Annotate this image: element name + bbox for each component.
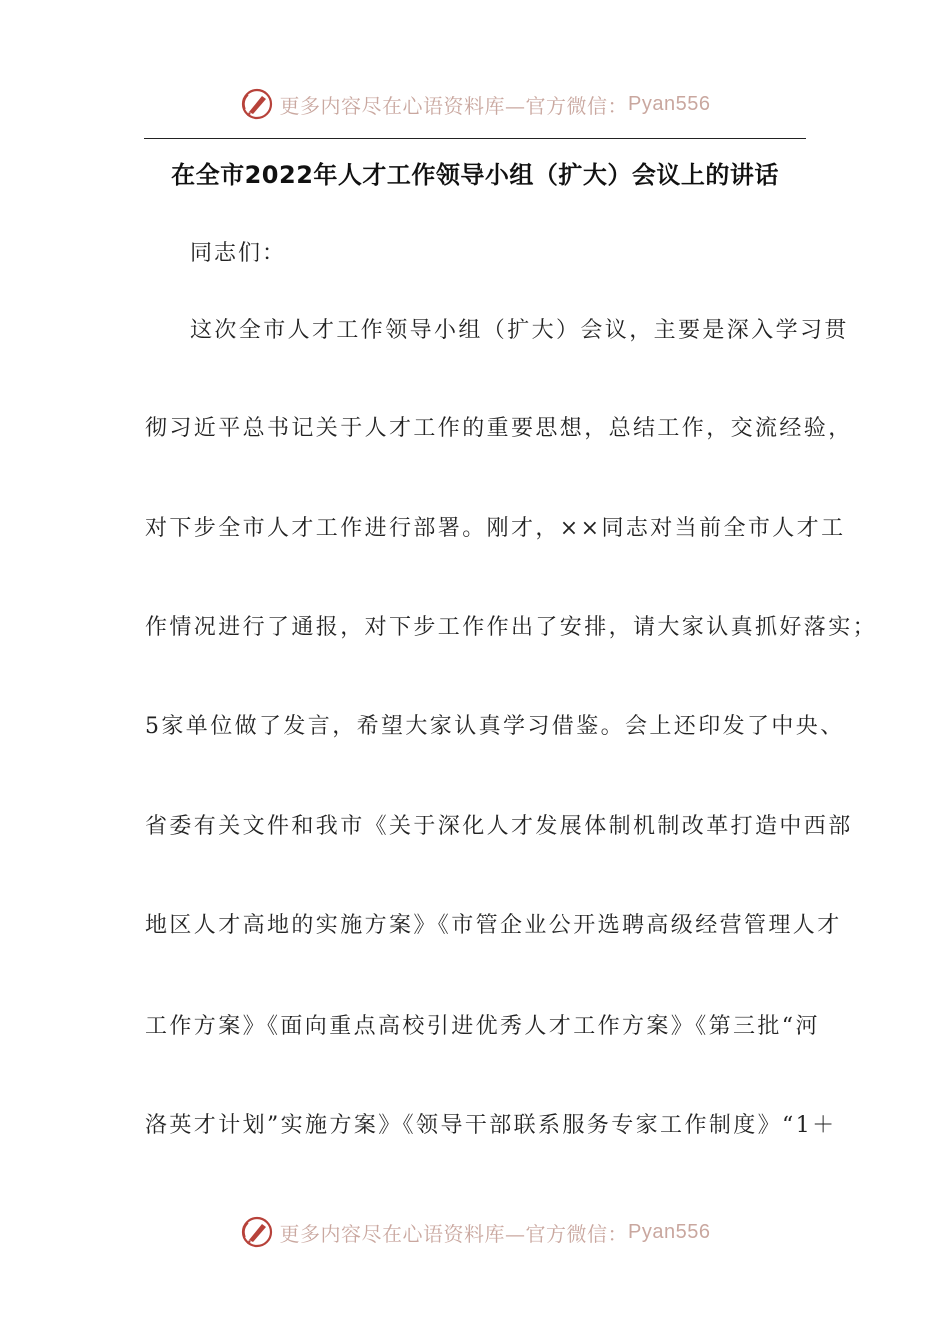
banner-wechat-id: Pyan556 [628,1220,711,1243]
pen-logo-icon [240,1215,274,1249]
paragraph-line: 作情况进行了通报，对下步工作作出了安排，请大家认真抓好落实； [145,615,878,640]
document-title: 在全市2022年人才工作领导小组（扩大）会议上的讲话 [171,161,779,189]
paragraph-line: 工作方案》《面向重点高校引进优秀人才工作方案》《第三批“河 [145,1014,820,1039]
paragraph-line: 省委有关文件和我市《关于深化人才发展体制机制改革打造中西部 [145,814,853,839]
header-banner [0,84,950,124]
paragraph-line: 地区人才高地的实施方案》《市管企业公开选聘高级经营管理人才 [145,913,842,938]
footer-banner [0,1212,950,1252]
banner-text: 更多内容尽在心语资料库—官方微信： [279,1221,629,1246]
banner-text: 更多内容尽在心语资料库—官方微信： [279,93,629,118]
paragraph-line: 5家单位做了发言，希望大家认真学习借鉴。会上还印发了中央、 [145,714,845,739]
greeting: 同志们： [190,241,287,266]
header-rule [144,138,806,139]
paragraph-line: 对下步全市人才工作进行部署。刚才，××同志对当前全市人才工 [145,516,846,541]
pen-logo-icon [240,87,274,121]
paragraph-line: 彻习近平总书记关于人才工作的重要思想，总结工作，交流经验， [145,416,853,441]
paragraph-line: 洛英才计划”实施方案》《领导干部联系服务专家工作制度》“1＋ [145,1113,837,1138]
paragraph-line: 这次全市人才工作领导小组（扩大）会议，主要是深入学习贯 [190,318,849,343]
banner-wechat-id: Pyan556 [628,92,711,115]
